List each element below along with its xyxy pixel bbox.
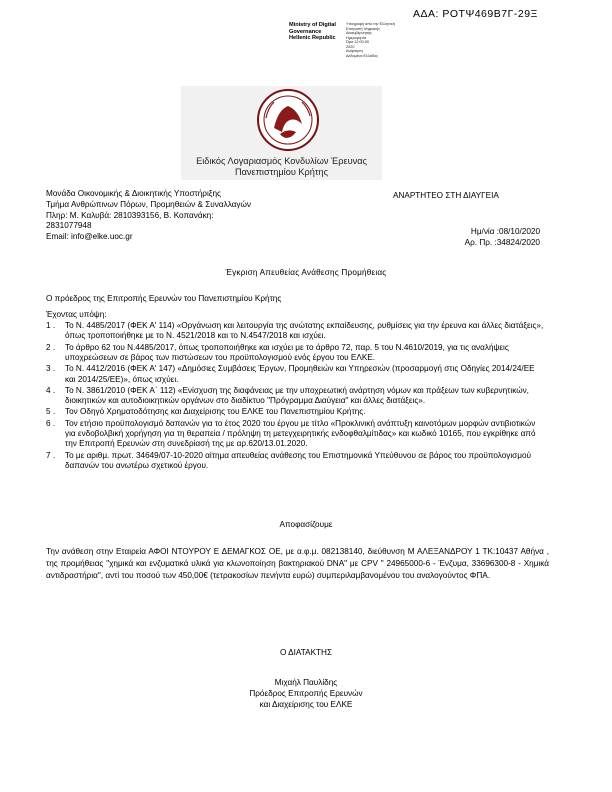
document-dates [430, 227, 540, 249]
email-line: Email: info@elke.uoc.gr [46, 232, 133, 242]
consideration-item: 5 . Τον Οδηγό Χρηματοδότησης και Διαχείρισης του ΕΛΚΕ του Πανεπιστημίου Κρήτης. [46, 407, 366, 417]
award-paragraph: Την ανάθεση στην Εταιρεία ΑΦΟΙ ΝΤΟΥΡΟΥ Ε ΔΕΜΑΓΚΟΣ ΟΕ, με α.φ.μ. 082138140, διεύθυνση Μ ΑΛΕΞΑΝΔΡΟΥ 1 ΤΚ:10437 Αθήνα , της προμήθειας "χημικά και ενζυματικά υλικά για κλωνοποίηση βακτηριακού DNA" με CPV " 24965000-6 - Ένζυμα, 33696300-8 - Χημικά αντιδραστήρια", αντί του ποσού των 450,00€ (τετρακοσίων πενήντα ευρώ) συμπεριλαμβανομένου του αναλογούντος ΦΠΑ. [46, 547, 549, 580]
consideration-item: 6 . Τον ετήσιο προϋπολογισμό δαπανών για το έτος 2020 του έργου με τίτλο «Προκλινική ανάπτυξη καινοτόμων μορφών αντιβιοτικών για ενδοβολβική χορήγηση για τη θεραπεία / πρόληψη τη μετεγχειρητικής ενδοφθαλμίτιδας» και κωδικό 10165, που εγκρίθηκε από την Επιτροπή Ερευνών στη συνεδρίασή της με αρ.620/13.01.2020. [46, 418, 536, 449]
consideration-item: 3 . Το Ν. 4412/2016 (ΦΕΚ Α' 147) «Δημόσιες Συμβάσεις Έργων, Προμηθειών και Υπηρεσιών (προσαρμογή στις Οδηγίες 2014/24/ΕΕ και 2014/25/ΕΕ)», όπως ισχύει. [46, 364, 535, 384]
signer-title: Ο ΔΙΑΤΑΚΤΗΣ [279, 648, 333, 657]
considerations-list [46, 321, 546, 472]
consideration-item: 1 . Το Ν. 4485/2017 (ΦΕΚ Α' 114) «Οργάνωση και λειτουργία της ανώτατης εκπαίδευσης, ρυθμίσεις για την έρευνα και άλλες διατάξεις», όπως τροποποιήθηκε με το Ν. 4521/2018 και το Ν.4547/2018 και ισχύει. [46, 321, 544, 341]
ministry-label: Ministry of Digital Governance Hellenic Republic [289, 22, 336, 42]
decision-heading: Αποφασίζουμε [279, 520, 333, 529]
department-info: Μονάδα Οικονομικής & Διοικητικής Υποστήριξης Τμήμα Ανθρώπινων Πόρων, Προμηθειών & Συναλλαγών Πληρ: Μ. Καλυβά: 2810393156, Β. Κοπανάκη: 2831077948 Email: info@elke.uoc.gr [46, 189, 316, 243]
consideration-item: 4 . Το Ν. 3861/2010 (ΦΕΚ Α΄ 112) «Ενίσχυση της διαφάνειας με την υποχρεωτική ανάρτηση νόμων και πράξεων των κυβερνητικών, διοικητικών και αυτοδιοικητικών οργάνων στο διαδίκτυο "Πρόγραμμα Διαύγεια" και άλλες διατάξεις». [46, 385, 529, 406]
posting-notice: ΑΝΑΡΤΗΤΕΟ ΣΤΗ ΔΙΑΥΓΕΙΑ [393, 191, 499, 200]
signature-block [0, 678, 612, 710]
protocol-number: Αρ. Πρ. :34824/2020 [464, 237, 540, 247]
elke-emblem-logo [256, 88, 320, 152]
logo-line-1: Ειδικός Λογαριασμός Κονδυλίων Έρευνας [196, 156, 367, 166]
document-date: Ημ/νία :08/10/2020 [470, 227, 540, 236]
having-considered-label: Έχοντας υπόψη: [46, 310, 107, 319]
signer-name: Μιχαήλ Παυλίδης [274, 678, 338, 687]
consideration-item: 7 . Το με αριθμ. πρωτ. 34649/07-10-2020 αίτημα απευθείας ανάθεσης του Επιστημονικά Υπεύθυνου σε βάρος του προϋπολογισμού δαπανών του ανωτέρω σχετικού έργου. [46, 450, 531, 471]
digital-signature-stamp: Υπογραφή από την Ελληνική Επιτροπή Ψηφιακής Διακυβέρνησης Ημερομηνία Ώρα 12:00:00 2020 Ανάρτηση Δεδομένα Ελλάδος [346, 22, 395, 58]
signer-role-continued: και Διαχείρισης του ΕΛΚΕ [259, 699, 353, 709]
ada-code: ΑΔΑ: ΡΟΤΨ469Β7Γ-29Ξ [413, 8, 538, 20]
logo-caption [181, 156, 382, 178]
signer-role: Πρόεδρος Επιτροπής Ερευνών [249, 688, 363, 698]
document-title: Έγκριση Απευθείας Ανάθεσης Προμήθειας [225, 268, 387, 277]
consideration-item: 2 . Το άρθρο 62 του Ν.4485/2017, όπως τροποποιήθηκε και ισχύει με το άρθρο 72, παρ. 5 του Ν.4610/2019, για τις αναλήψεις υποχρεώσεων σε βάρος των πιστώσεων του προϋπολογισμού ενός έργου του ΕΛΚΕ. [46, 342, 509, 363]
intro-line: Ο πρόεδρος της Επιτροπής Ερευνών του Πανεπιστημίου Κρήτης [46, 294, 282, 303]
logo-line-2: Πανεπιστημίου Κρήτης [234, 167, 329, 177]
